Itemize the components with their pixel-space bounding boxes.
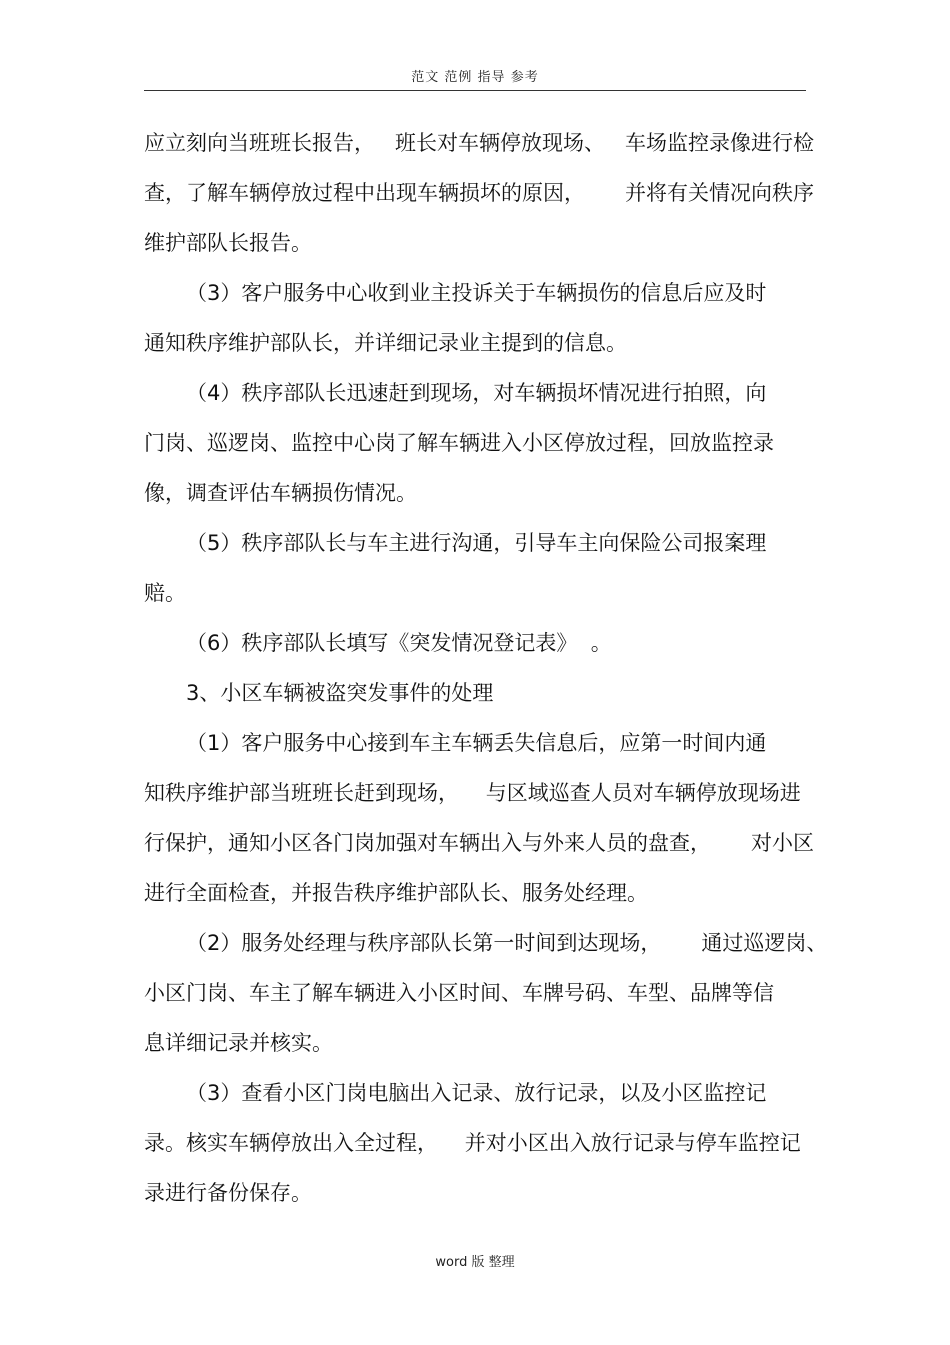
page-footer: word 版 整理 [435,1255,515,1270]
text-line: 录进行备份保存。 [144,1181,312,1205]
text-line: （1）客户服务中心接到车主车辆丢失信息后，应第一时间内通 [186,731,767,755]
text-line: （5）秩序部队长与车主进行沟通，引导车主向保险公司报案理 [186,531,767,555]
page-header: 范文 范例 指导 参考 [411,70,539,85]
text-line: （2）服务处经理与秩序部队长第一时间到达现场， 通过巡逻岗、 [186,931,828,955]
header-rule [144,90,806,91]
text-line: （6）秩序部队长填写《突发情况登记表》 。 [186,631,612,655]
text-line: （3）查看小区门岗电脑出入记录、放行记录，以及小区监控记 [186,1081,767,1105]
text-line: 息详细记录并核实。 [144,1031,333,1055]
text-line: 维护部队长报告。 [144,231,312,255]
text-line: 门岗、巡逻岗、监控中心岗了解车辆进入小区停放过程，回放监控录 [144,431,774,455]
text-line: 赔。 [144,581,186,605]
text-line: 知秩序维护部当班班长赶到现场， 与区域巡查人员对车辆停放现场进 [144,781,801,805]
section-heading: 3、小区车辆被盗突发事件的处理 [186,681,494,705]
text-line: （3）客户服务中心收到业主投诉关于车辆损伤的信息后应及时 [186,281,767,305]
text-line: 像，调查评估车辆损伤情况。 [144,481,417,505]
text-line: 查，了解车辆停放过程中出现车辆损坏的原因， 并将有关情况向秩序 [144,181,815,205]
document-body [144,118,828,1218]
text-line: 录。核实车辆停放出入全过程， 并对小区出入放行记录与停车监控记 [144,1131,801,1155]
text-line: 行保护，通知小区各门岗加强对车辆出入与外来人员的盘查， 对小区 [144,831,815,855]
text-line: （4）秩序部队长迅速赶到现场，对车辆损坏情况进行拍照，向 [186,381,767,405]
text-line: 小区门岗、车主了解车辆进入小区时间、车牌号码、车型、品牌等信 [144,981,774,1005]
text-line: 进行全面检查，并报告秩序维护部队长、服务处经理。 [144,881,648,905]
text-line: 通知秩序维护部队长，并详细记录业主提到的信息。 [144,331,627,355]
text-line: 应立刻向当班班长报告， 班长对车辆停放现场、 车场监控录像进行检 [144,131,815,155]
